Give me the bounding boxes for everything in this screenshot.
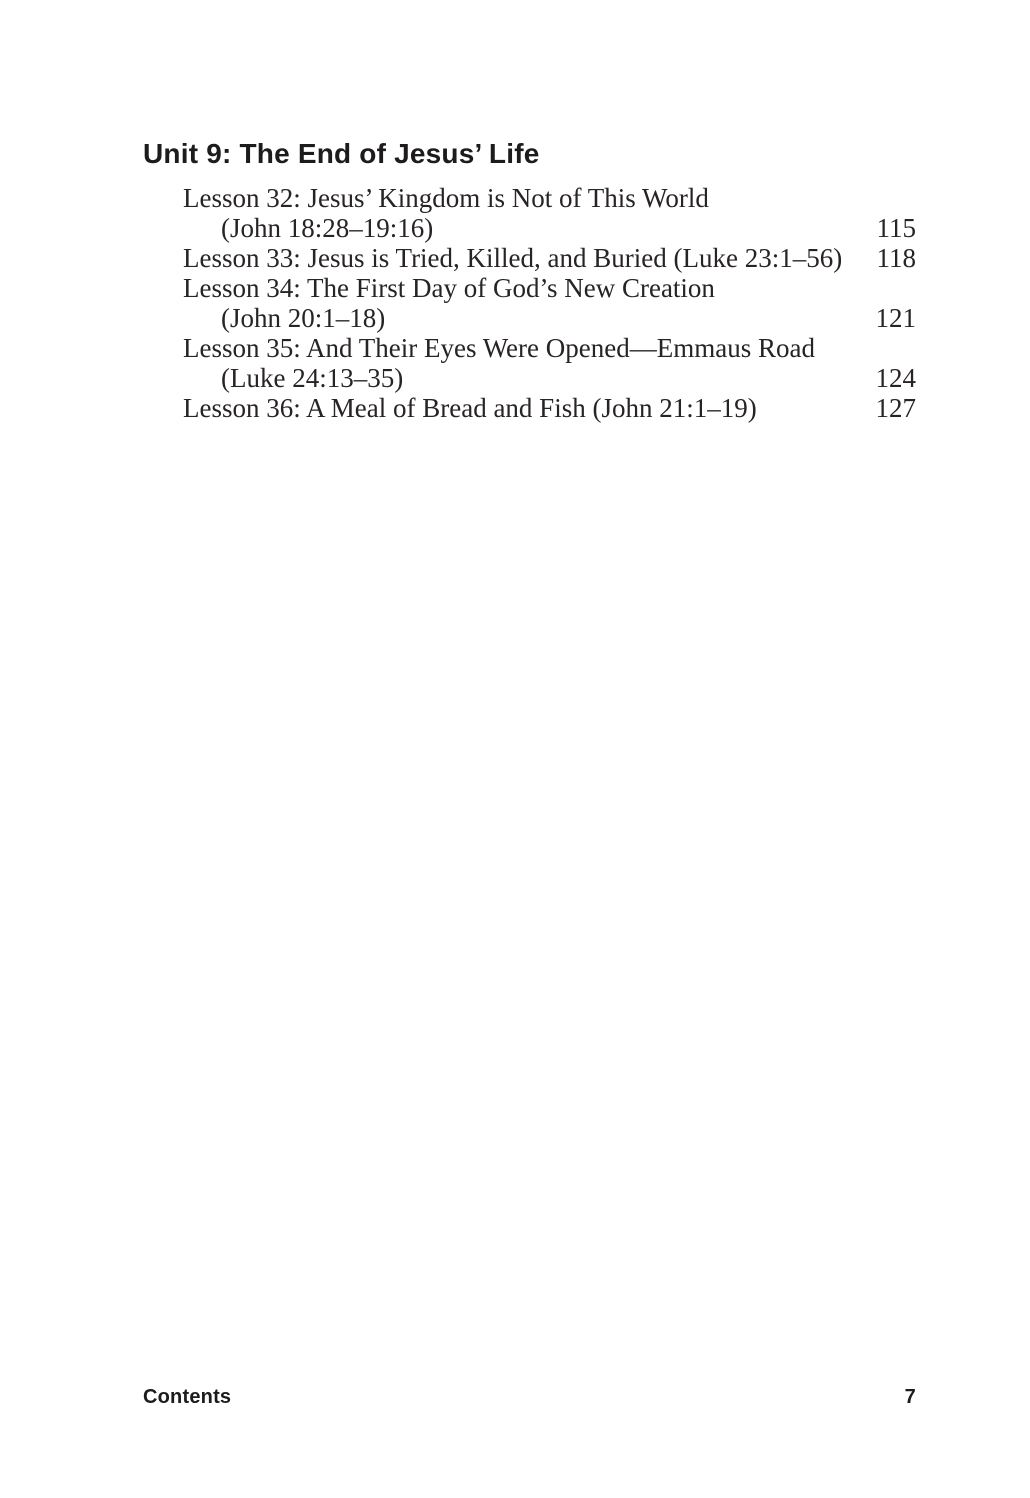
- toc-row: [143, 243, 916, 273]
- toc-row: [143, 213, 916, 243]
- table-of-contents: [143, 138, 916, 423]
- toc-page-number: 115: [876, 213, 916, 243]
- toc-row: [143, 393, 916, 423]
- toc-entry-text: Lesson 35: And Their Eyes Were Opened—Emmaus Road: [183, 333, 815, 363]
- toc-page-number: 121: [875, 303, 916, 333]
- toc-page-number: 124: [875, 363, 916, 393]
- toc-row: [143, 273, 916, 303]
- toc-page-number: 118: [876, 243, 916, 273]
- toc-entry-text: Lesson 33: Jesus is Tried, Killed, and Buried (Luke 23:1–56): [183, 243, 843, 273]
- toc-row: [143, 303, 916, 333]
- toc-page-number: 127: [875, 393, 916, 423]
- footer-section-label: Contents: [143, 1386, 232, 1408]
- page-footer: [143, 1386, 916, 1409]
- toc-row: [143, 363, 916, 393]
- toc-entry-text: Lesson 36: A Meal of Bread and Fish (John 21:1–19): [183, 393, 757, 423]
- toc-row: [143, 183, 916, 213]
- toc-entry-text: (John 20:1–18): [221, 303, 386, 333]
- toc-entry-text: (Luke 24:13–35): [221, 363, 404, 393]
- footer-page-number: 7: [904, 1386, 916, 1408]
- toc-row: [143, 333, 916, 363]
- unit-heading: Unit 9: The End of Jesus’ Life: [143, 138, 540, 169]
- toc-entry-text: (John 18:28–19:16): [221, 213, 434, 243]
- toc-entry-text: Lesson 32: Jesus’ Kingdom is Not of This World: [183, 183, 709, 213]
- toc-entry-text: Lesson 34: The First Day of God’s New Creation: [183, 273, 715, 303]
